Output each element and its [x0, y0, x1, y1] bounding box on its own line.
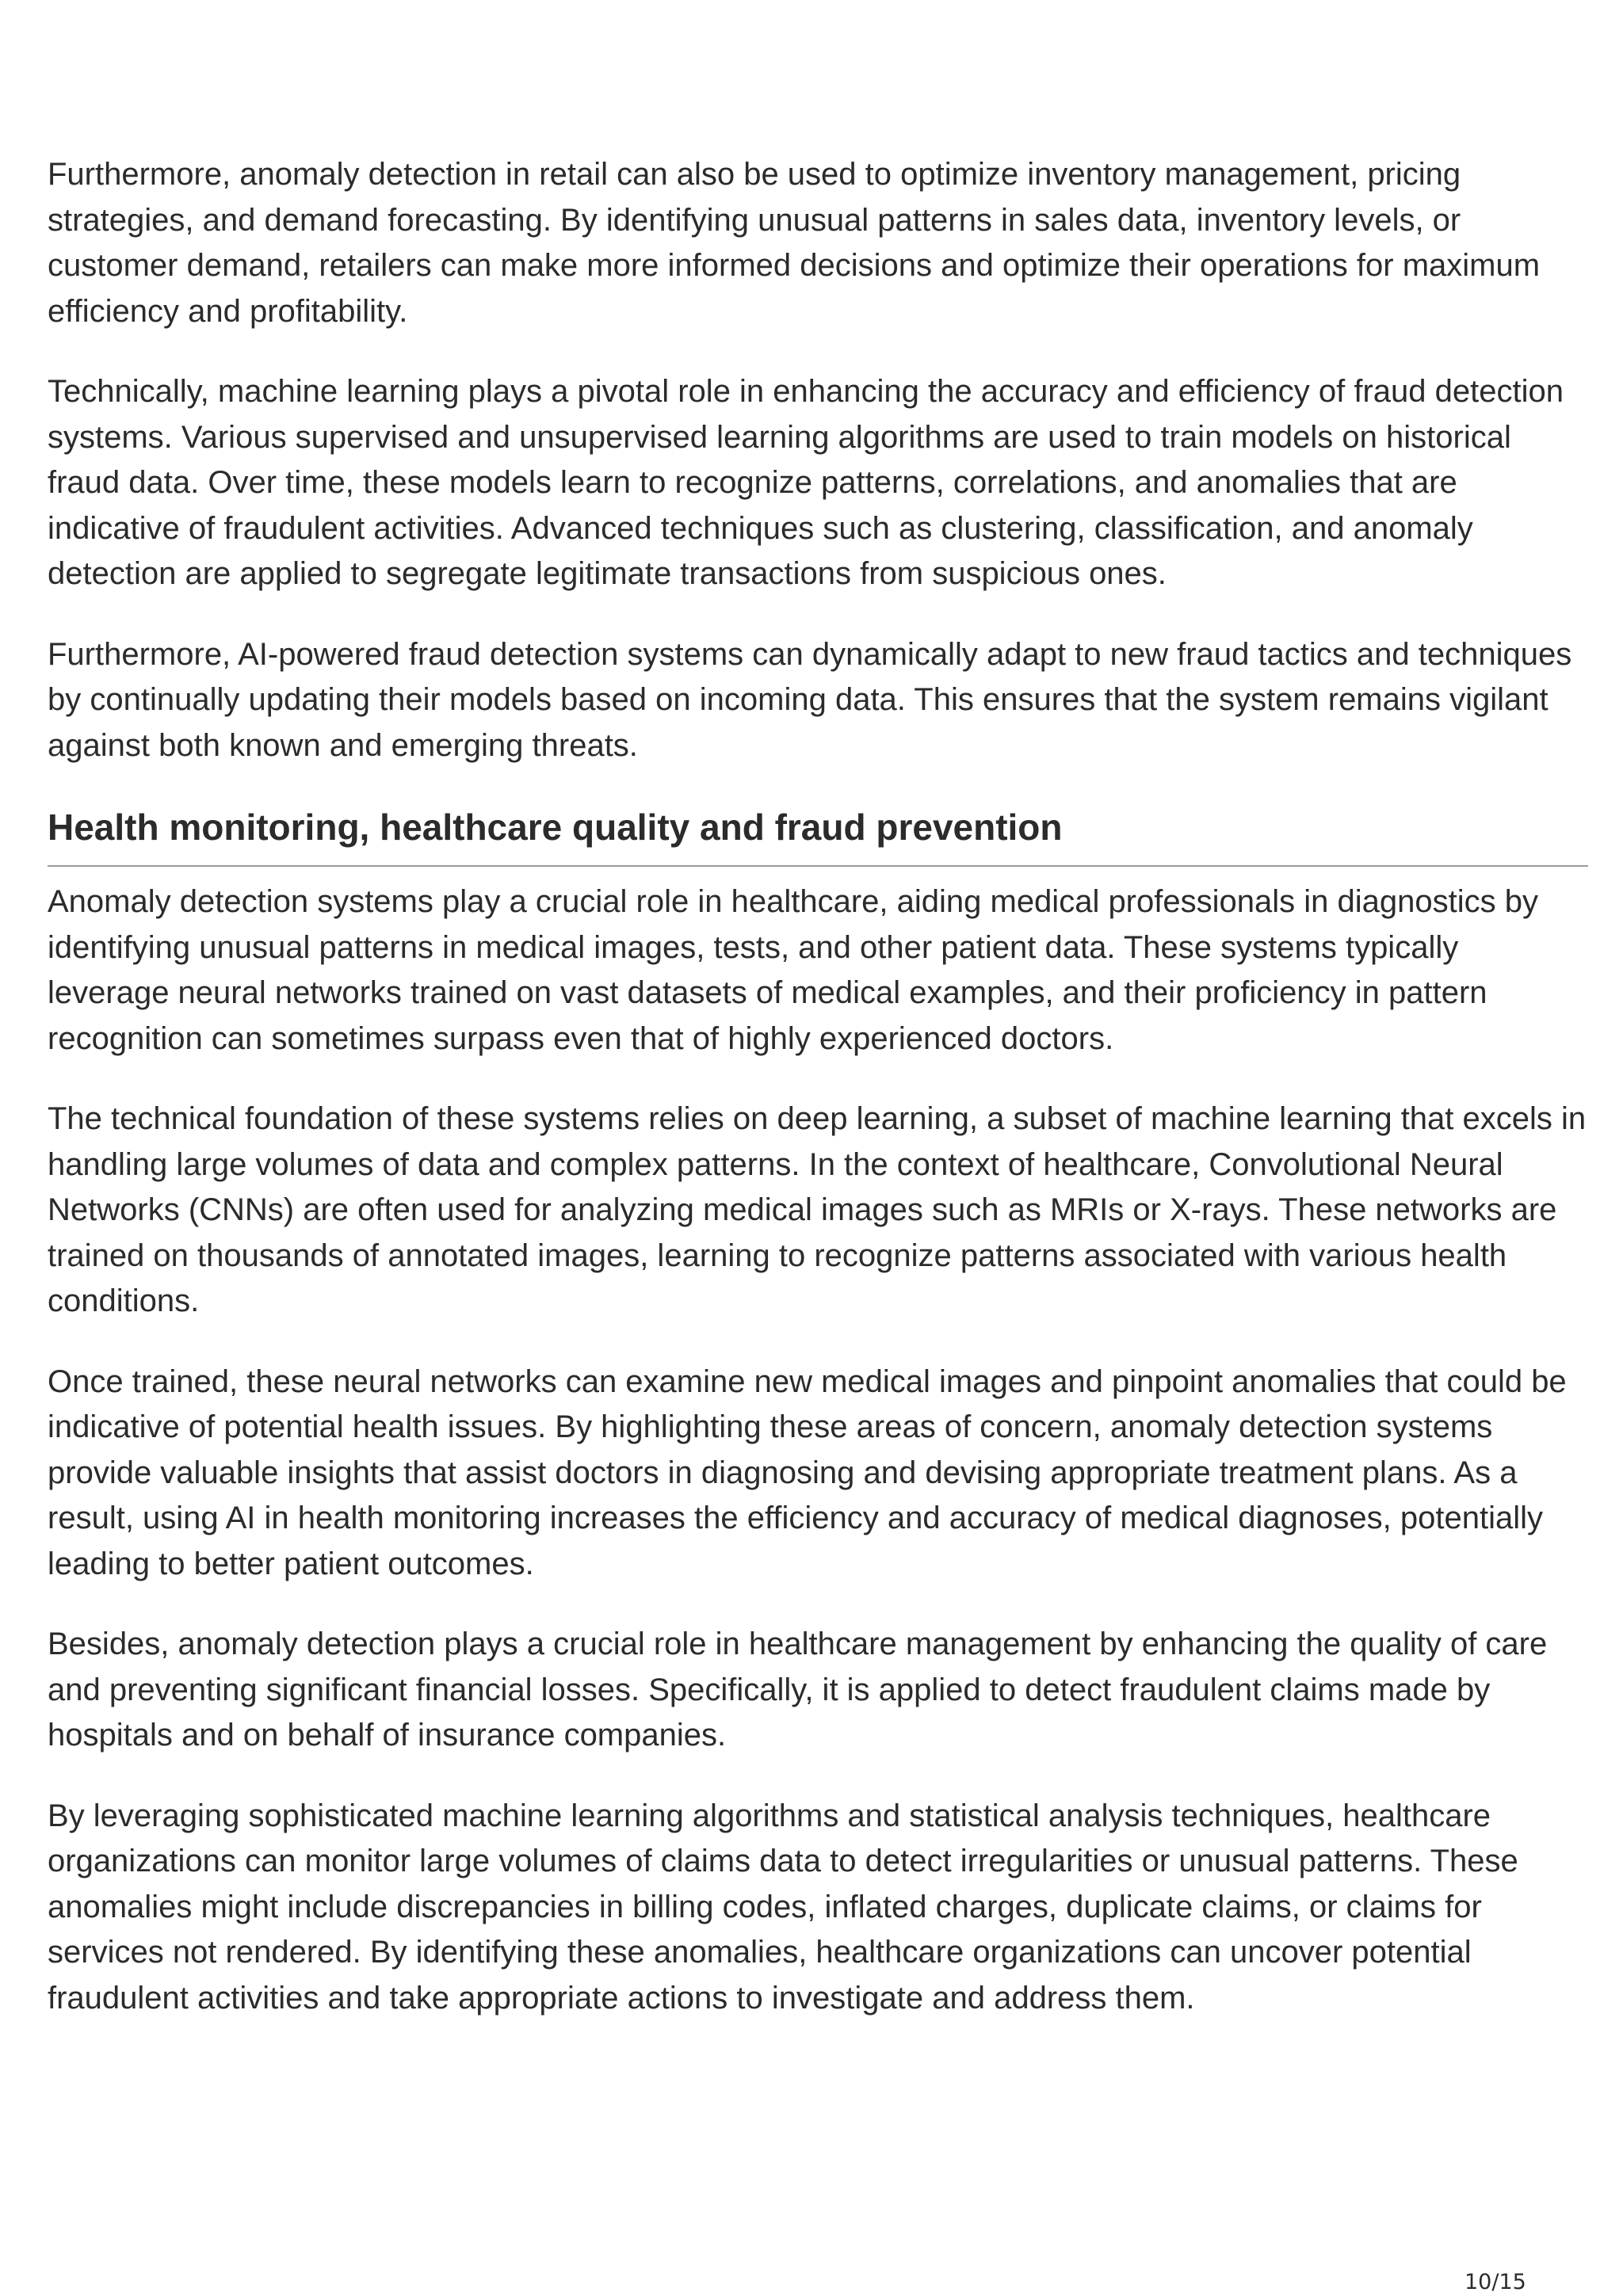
section-body-health	[48, 879, 1588, 2021]
page-number: 10/15	[1465, 2270, 1526, 2294]
paragraph-ml-fraud-detection: Technically, machine learning plays a pivotal role in enhancing the accuracy and efficiency of fraud detection systems. Various supervised and unsupervised learning algorithms are used to train models on historical fraud data. Over time, these models learn to recognize patterns, correlations, and anomalies that are indicative of fraudulent activities. Advanced techniques such as clustering, classification, and anomaly detection are applied to segregate legitimate transactions from suspicious ones.	[48, 374, 1564, 591]
paragraph-retail-optimization: Furthermore, anomaly detection in retail can also be used to optimize inventory management, pricing strategies, and demand forecasting. By identifying unusual patterns in sales data, inventory levels, or customer demand, retailers can make more informed decisions and optimize their operations for maximum efficiency and profitability.	[48, 157, 1541, 329]
paragraph-healthcare-management: Besides, anomaly detection plays a crucial role in healthcare management by enhancing the quality of care and preventing significant financial losses. Specifically, it is applied to detect fraudulent claims made by hospitals and on behalf of insurance companies.	[48, 1627, 1548, 1753]
document-page	[48, 152, 1588, 2056]
paragraph-healthcare-diagnostics: Anomaly detection systems play a crucial role in healthcare, aiding medical professionals in diagnostics by identifying unusual patterns in medical images, tests, and other patient data. These systems typically leverage neural networks trained on vast datasets of medical examples, and their proficiency in pattern recognition can sometimes surpass even that of highly experienced doctors.	[48, 884, 1538, 1056]
paragraph-anomaly-pinpointing: Once trained, these neural networks can examine new medical images and pinpoint anomalies that could be indicative of potential health issues. By highlighting these areas of concern, anomaly detection systems provide valuable insights that assist doctors in diagnosing and devising appropriate treatment plans. As a result, using AI in health monitoring increases the efficiency and accuracy of medical diagnoses, potentially leading to better patient outcomes.	[48, 1363, 1567, 1581]
paragraph-adaptive-fraud-systems: Furthermore, AI-powered fraud detection systems can dynamically adapt to new fraud tactics and techniques by continually updating their models based on incoming data. This ensures that the system remains vigilant against both known and emerging threats.	[48, 636, 1572, 763]
section-heading-health-monitoring: Health monitoring, healthcare quality and fraud prevention	[48, 803, 1588, 867]
paragraph-deep-learning-foundation: The technical foundation of these systems relies on deep learning, a subset of machine learning that excels in handling large volumes of data and complex patterns. In the context of healthcare, Convolutional Neural Networks (CNNs) are often used for analyzing medical images such as MRIs or X-rays. These networks are trained on thousands of annotated images, learning to recognize patterns associated with various health conditions.	[48, 1101, 1587, 1318]
paragraph-claims-monitoring: By leveraging sophisticated machine learning algorithms and statistical analysis techniques, healthcare organizations can monitor large volumes of claims data to detect irregularities or unusual patterns. These anomalies might include discrepancies in billing codes, inflated charges, duplicate claims, or claims for services not rendered. By identifying these anomalies, healthcare organizations can uncover potential fraudulent activities and take appropriate actions to investigate and address them.	[48, 1798, 1518, 2016]
